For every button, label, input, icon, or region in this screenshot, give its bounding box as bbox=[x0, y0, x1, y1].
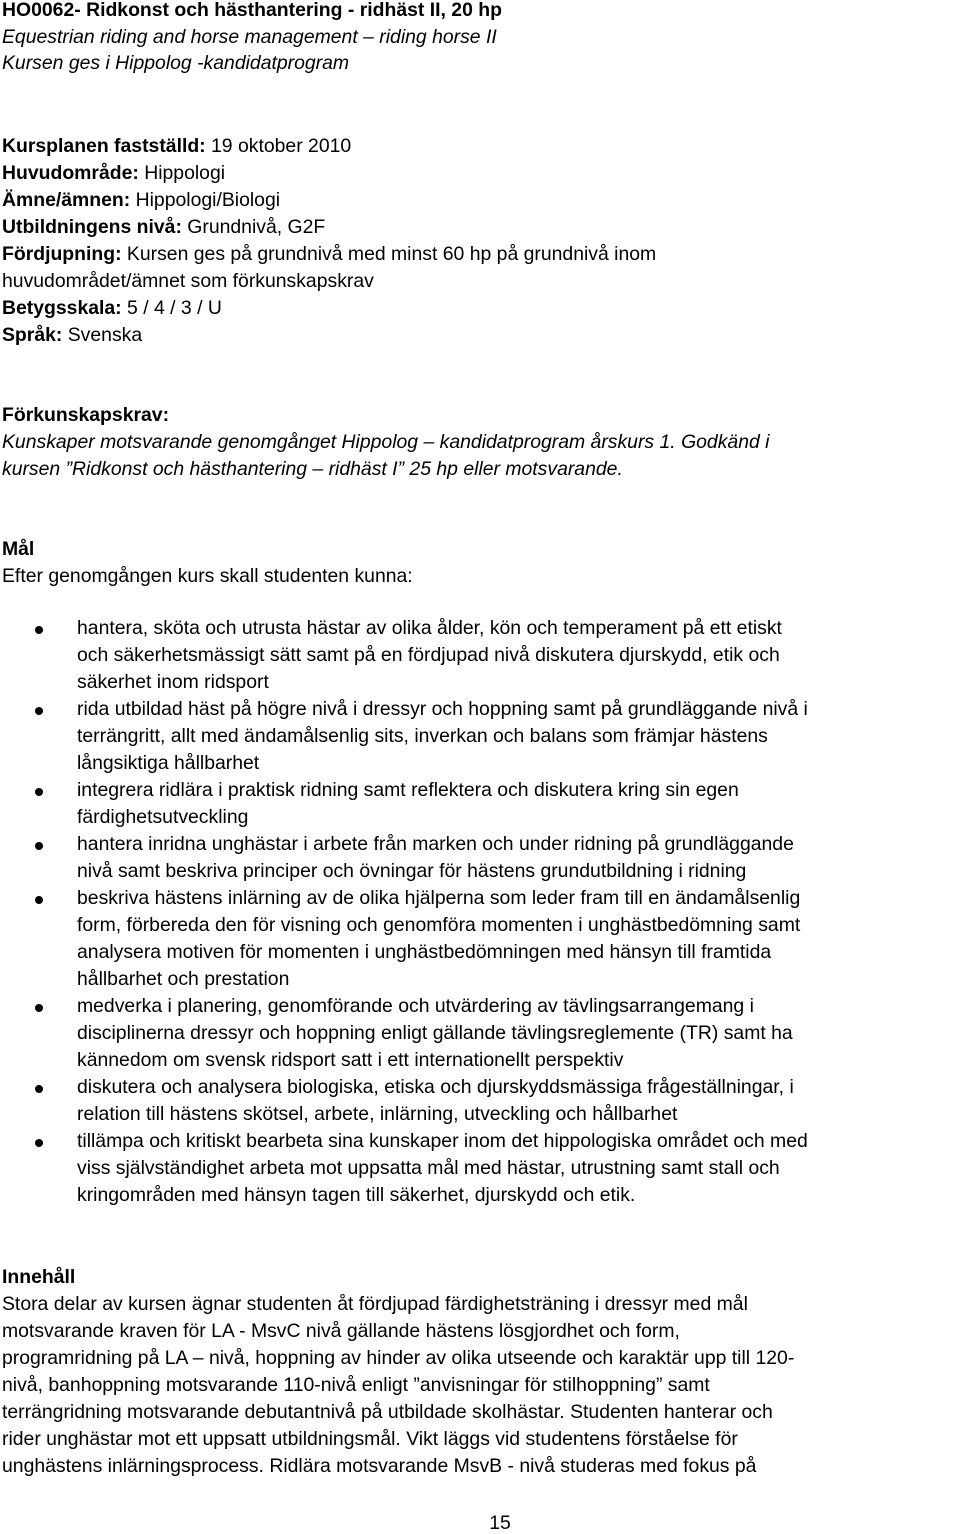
bullet-icon bbox=[35, 1139, 43, 1147]
content-heading: Innehåll bbox=[2, 1266, 76, 1288]
meta-value: Grundnivå, G2F bbox=[181, 216, 326, 238]
goal-item-line: långsiktiga hållbarhet bbox=[77, 752, 260, 774]
meta-label: Ämne/ämnen: bbox=[2, 189, 131, 211]
bullet-icon bbox=[35, 626, 43, 634]
goal-item-line: hållbarhet och prestation bbox=[77, 968, 290, 990]
goals-heading: Mål bbox=[2, 538, 35, 560]
goal-item-line: analysera motiven för momenten i unghästbedömningen med hänsyn till framtida bbox=[77, 941, 772, 963]
goal-item-line: relation till hästens skötsel, arbete, inlärning, utveckling och hållbarhet bbox=[77, 1103, 678, 1125]
goal-item-line: nivå samt beskriva principer och övningar för hästens grundutbildning i ridning bbox=[77, 860, 747, 882]
program-note: Kursen ges i Hippolog -kandidatprogram bbox=[2, 52, 350, 74]
goal-item-line: tillämpa och kritiskt bearbeta sina kunskaper inom det hippologiska området och med bbox=[77, 1130, 808, 1152]
goal-item-line: kringområden med hänsyn tagen till säkerhet, djurskydd och etik. bbox=[77, 1184, 636, 1206]
prereq-line: kursen ”Ridkonst och hästhantering – ridhäst I” 25 hp eller motsvarande. bbox=[2, 458, 623, 480]
meta-value: Svenska bbox=[62, 324, 143, 346]
goals-intro: Efter genomgången kurs skall studenten kunna: bbox=[2, 565, 413, 587]
goal-item-line: säkerhet inom ridsport bbox=[77, 671, 269, 693]
meta-row bbox=[2, 160, 225, 187]
prereq-heading: Förkunskapskrav: bbox=[2, 404, 170, 426]
bullet-icon bbox=[35, 1085, 43, 1093]
meta-value: 19 oktober 2010 bbox=[205, 135, 352, 157]
bullet-icon bbox=[35, 788, 43, 796]
meta-label: Språk: bbox=[2, 324, 63, 346]
content-line: terrängridning motsvarande debutantnivå på utbildade skolhästar. Studenten hanterar och bbox=[2, 1401, 773, 1423]
meta-label: Utbildningens nivå: bbox=[2, 216, 182, 238]
goal-item-line: form, förbereda den för visning och genomföra momenten i unghästbedömning samt bbox=[77, 914, 801, 936]
goal-item-line: medverka i planering, genomförande och utvärdering av tävlingsarrangemang i bbox=[77, 995, 754, 1017]
meta-row bbox=[2, 214, 325, 241]
goal-item-line: färdighetsutveckling bbox=[77, 806, 249, 828]
content-line: unghästens inlärningsprocess. Ridlära motsvarande MsvB - nivå studeras med fokus på bbox=[2, 1455, 757, 1477]
page-number: 15 bbox=[489, 1512, 511, 1534]
goal-item-line: hantera inridna unghästar i arbete från marken och under ridning på grundläggande bbox=[77, 833, 794, 855]
content-line: programridning på LA – nivå, hoppning av hinder av olika utseende och karaktär upp till 120- bbox=[2, 1347, 795, 1369]
meta-row bbox=[2, 268, 374, 295]
goal-item-line: och säkerhetsmässigt sätt samt på en fördjupad nivå diskutera djurskydd, etik och bbox=[77, 644, 780, 666]
meta-label: Betygsskala: bbox=[2, 297, 122, 319]
meta-row bbox=[2, 322, 142, 349]
bullet-icon bbox=[35, 1004, 43, 1012]
meta-value: 5 / 4 / 3 / U bbox=[121, 297, 222, 319]
meta-value: Kursen ges på grundnivå med minst 60 hp på grundnivå inom bbox=[121, 243, 657, 265]
goal-item-line: rida utbildad häst på högre nivå i dressyr och hoppning samt på grundläggande nivå i bbox=[77, 698, 808, 720]
meta-row bbox=[2, 187, 280, 214]
bullet-icon bbox=[35, 842, 43, 850]
meta-row bbox=[2, 133, 351, 160]
english-title: Equestrian riding and horse management – riding horse II bbox=[2, 26, 497, 48]
meta-row bbox=[2, 295, 222, 322]
meta-label: Kursplanen fastställd: bbox=[2, 135, 206, 157]
goal-item-line: hantera, sköta och utrusta hästar av olika ålder, kön och temperament på ett etiskt bbox=[77, 617, 782, 639]
goal-item-line: kännedom om svensk ridsport satt i ett internationellt perspektiv bbox=[77, 1049, 624, 1071]
goal-item-line: beskriva hästens inlärning av de olika hjälperna som leder fram till en ändamålsenlig bbox=[77, 887, 801, 909]
content-line: motsvarande kraven för LA - MsvC nivå gällande hästens lösgjordhet och form, bbox=[2, 1320, 680, 1342]
bullet-icon bbox=[35, 896, 43, 904]
content-line: nivå, banhoppning motsvarande 110-nivå enligt ”anvisningar för stilhoppning” samt bbox=[2, 1374, 710, 1396]
goal-item-line: disciplinerna dressyr och hoppning enligt gällande tävlingsreglemente (TR) samt ha bbox=[77, 1022, 793, 1044]
bullet-icon bbox=[35, 707, 43, 715]
meta-value: huvudområdet/ämnet som förkunskapskrav bbox=[2, 270, 374, 292]
meta-value: Hippologi/Biologi bbox=[130, 189, 281, 211]
prereq-line: Kunskaper motsvarande genomgånget Hippolog – kandidatprogram årskurs 1. Godkänd i bbox=[2, 431, 770, 453]
goal-item-line: diskutera och analysera biologiska, etiska och djurskyddsmässiga frågeställningar, i bbox=[77, 1076, 794, 1098]
meta-label: Fördjupning: bbox=[2, 243, 122, 265]
goal-item-line: viss självständighet arbeta mot uppsatta mål med hästar, utrustning samt stall och bbox=[77, 1157, 780, 1179]
goal-item-line: terrängritt, allt med ändamålsenlig sits, inverkan och balans som främjar hästens bbox=[77, 725, 768, 747]
content-line: rider unghästar mot ett uppsatt utbildningsmål. Vikt läggs vid studentens förståelse för bbox=[2, 1428, 738, 1450]
course-title: HO0062- Ridkonst och hästhantering - ridhäst II, 20 hp bbox=[2, 0, 502, 21]
meta-label: Huvudområde: bbox=[2, 162, 139, 184]
meta-row bbox=[2, 241, 656, 268]
content-line: Stora delar av kursen ägnar studenten åt fördjupad färdighetsträning i dressyr med mål bbox=[2, 1293, 748, 1315]
goal-item-line: integrera ridlära i praktisk ridning samt reflektera och diskutera kring sin egen bbox=[77, 779, 739, 801]
meta-value: Hippologi bbox=[138, 162, 226, 184]
